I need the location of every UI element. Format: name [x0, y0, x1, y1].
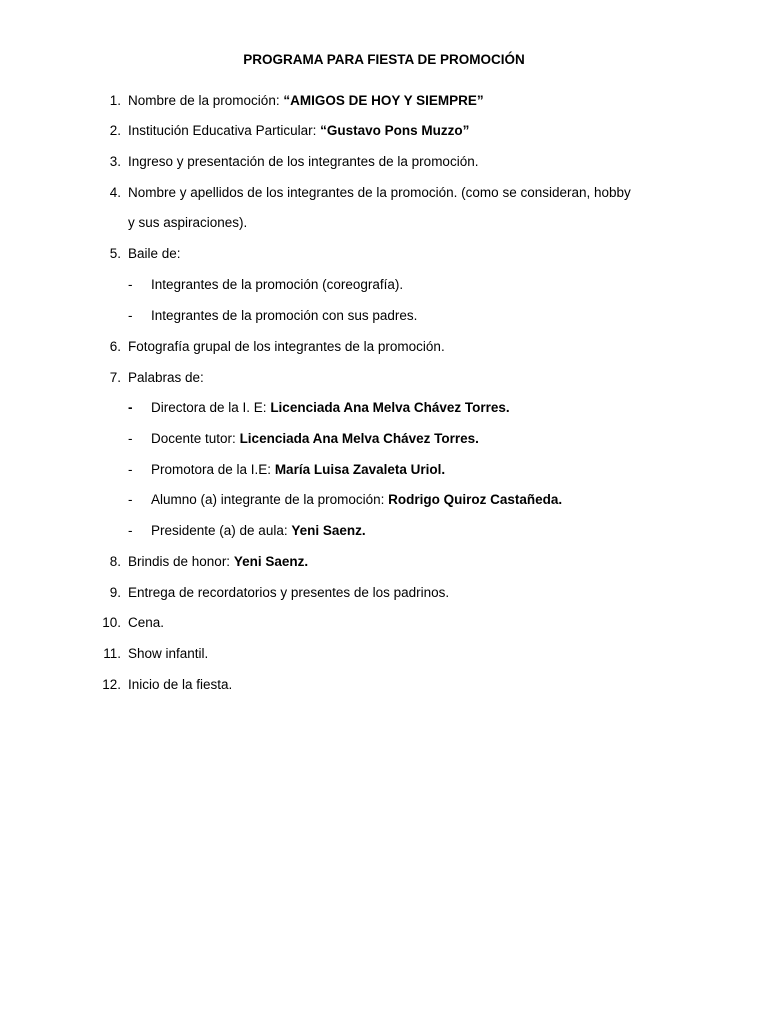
item-text: Nombre de la promoción: — [128, 93, 284, 108]
list-number: 11. — [103, 646, 121, 661]
list-item — [128, 245, 181, 262]
item-text: Integrantes de la promoción con sus padres. — [151, 308, 418, 323]
list-number: 5. — [109, 246, 121, 261]
list-item — [128, 92, 484, 109]
list-item-continuation — [128, 214, 247, 231]
item-text: Fotografía grupal de los integrantes de la promoción. — [128, 339, 445, 354]
item-text: Directora de la I. E: — [151, 400, 271, 415]
item-text: Promotora de la I.E: — [151, 462, 275, 477]
item-text: Nombre y apellidos de los integrantes de la promoción. (como se consideran, hobby — [128, 185, 631, 200]
item-text: Institución Educativa Particular: — [128, 123, 321, 138]
dash-bullet: - — [128, 523, 133, 538]
dash-bullet: - — [128, 277, 133, 292]
item-text: Presidente (a) de aula: — [151, 523, 292, 538]
list-number: 2. — [109, 123, 121, 138]
item-text: Alumno (a) integrante de la promoción: — [151, 492, 389, 507]
item-bold-text: Yeni Saenz. — [233, 554, 309, 569]
item-text: Brindis de honor: — [128, 554, 234, 569]
dash-bullet: - — [128, 462, 133, 477]
sub-list-item — [151, 430, 479, 447]
list-number: 9. — [109, 585, 121, 600]
list-item — [128, 153, 478, 170]
list-item — [128, 645, 208, 662]
document-title: PROGRAMA PARA FIESTA DE PROMOCIÓN — [243, 52, 525, 67]
list-item — [128, 614, 164, 631]
sub-list-item — [151, 307, 417, 324]
item-text: Baile de: — [128, 246, 181, 261]
item-text: Inicio de la fiesta. — [128, 677, 233, 692]
item-text: Palabras de: — [128, 370, 204, 385]
dash-bullet: - — [128, 400, 133, 415]
item-text: y sus aspiraciones). — [128, 215, 248, 230]
item-bold-text: Licenciada Ana Melva Chávez Torres. — [239, 431, 479, 446]
item-text: Show infantil. — [128, 646, 209, 661]
item-text: Entrega de recordatorios y presentes de los padrinos. — [128, 585, 450, 600]
dash-bullet: - — [128, 431, 133, 446]
sub-list-item — [151, 491, 562, 508]
item-bold-text: Yeni Saenz. — [291, 523, 366, 538]
list-item — [128, 553, 308, 570]
list-number: 1. — [109, 93, 121, 108]
list-number: 8. — [109, 554, 121, 569]
list-number: 3. — [109, 154, 121, 169]
item-bold-text: “AMIGOS DE HOY Y SIEMPRE” — [283, 93, 484, 108]
list-item — [128, 584, 449, 601]
sub-list-item — [151, 399, 510, 416]
list-item — [128, 338, 445, 355]
item-text: Integrantes de la promoción (coreografía). — [151, 277, 404, 292]
dash-bullet: - — [128, 308, 133, 323]
dash-bullet: - — [128, 492, 133, 507]
item-bold-text: María Luisa Zavaleta Uriol. — [274, 462, 446, 477]
item-text: Docente tutor: — [151, 431, 240, 446]
list-item — [128, 184, 631, 201]
sub-list-item — [151, 461, 445, 478]
list-item — [128, 122, 469, 139]
list-number: 4. — [109, 185, 121, 200]
item-text: Ingreso y presentación de los integrantes de la promoción. — [128, 154, 479, 169]
list-number: 7. — [109, 370, 121, 385]
list-item — [128, 369, 204, 386]
item-bold-text: “Gustavo Pons Muzzo” — [320, 123, 470, 138]
sub-list-item — [151, 276, 403, 293]
list-number: 6. — [109, 339, 121, 354]
item-text: Cena. — [128, 615, 165, 630]
list-item — [128, 676, 232, 693]
item-bold-text: Rodrigo Quiroz Castañeda. — [388, 492, 563, 507]
list-number: 10. — [102, 615, 121, 630]
item-bold-text: Licenciada Ana Melva Chávez Torres. — [270, 400, 510, 415]
list-number: 12. — [102, 677, 121, 692]
sub-list-item — [151, 522, 366, 539]
